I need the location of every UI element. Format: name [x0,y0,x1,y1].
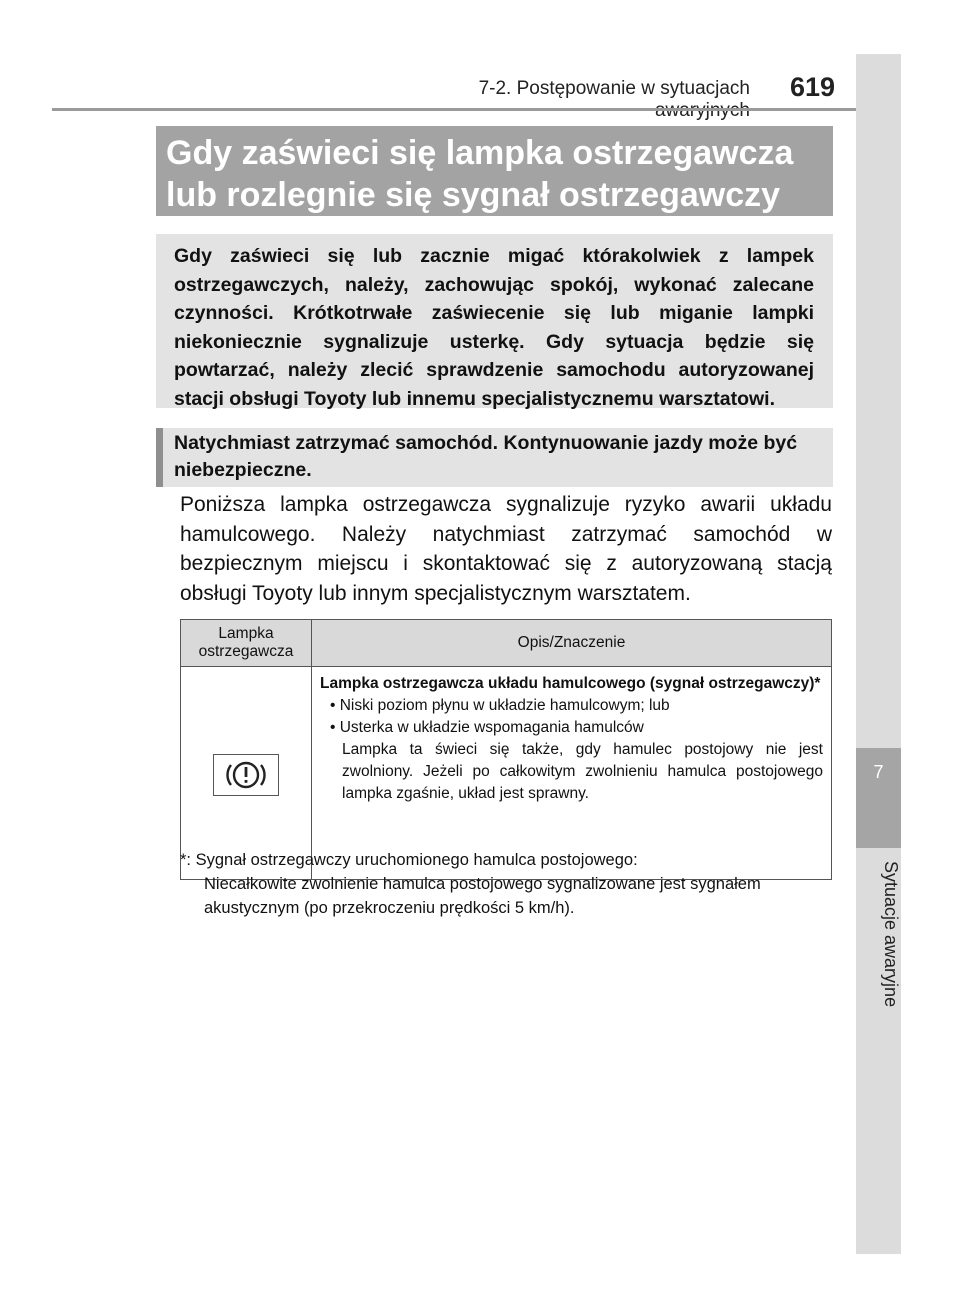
section-title-box [156,126,833,216]
page-number: 619 [790,72,836,102]
side-tab-strip [856,54,901,1254]
brake-warning-icon [213,754,279,796]
warning-header: Natychmiast zatrzymać samochód. Kontynuowanie jazdy może być niebezpieczne. [174,432,798,481]
footnote-lead: *: Sygnał ostrzegawczy uruchomionego hamulca postojowego: [180,851,638,869]
table-header-lamp: Lampka ostrzegawcza [181,620,312,667]
chapter-label: Sytuacje awaryjne [881,860,901,1008]
lamp-note: Lampka ta świeci się także, gdy hamulec postojowy nie jest zwolniony. Jeżeli po całkowitym zwolnieniu hamulca postojowego lampka zgaśnie, układ jest sprawny. [342,741,823,802]
lamp-title: Lampka ostrzegawcza układu hamulcowego (sygnał ostrzegawczy)* [320,675,821,692]
lamp-cause-item: • Niski poziom płynu w układzie hamulcowym; lub [330,697,670,714]
warning-header-box [156,428,833,487]
lamp-cause-item: • Usterka w układzie wspomagania hamulców [330,719,644,736]
table-header-description: Opis/Znaczenie [312,620,832,667]
chapter-number: 7 [873,762,884,782]
table-header-row [181,620,832,667]
body-paragraph: Poniższa lampka ostrzegawcza sygnalizuje ryzyko awarii układu hamulcowego. Należy natychmiast zatrzymać samochód w bezpiecznym miejscu i skontaktować się z autoryzowaną stacją obsługi Toyoty lub innym specjalistycznym warsztatem. [180,493,832,605]
intro-text: Gdy zaświeci się lub zacznie migać którakolwiek z lampek ostrzegawczych, należy, zachowując spokój, wykonać zalecane czynności. Krótkotrwałe zaświecenie się lub miganie lampki niekoniecznie sygnalizuje usterkę. Gdy sytuacja będzie się powtarzać, należy zlecić sprawdzenie samochodu autoryzowanej stacji obsługi Toyoty lub innemu specjalistycznemu warsztatowi. [174,245,814,410]
footnote [180,848,832,920]
footnote-body: Niecałkowite zwolnienie hamulca postojowego sygnalizowane jest sygnałem akustycznym (po przekroczeniu prędkości 5 km/h). [204,875,761,917]
header-divider [52,108,856,111]
warning-lamp-table [180,619,832,880]
section-title: Gdy zaświeci się lampka ostrzegawcza lub rozlegnie się sygnał ostrzegawczy [166,134,794,214]
intro-box [156,234,833,408]
running-header: 7-2. Postępowanie w sytuacjach [478,78,750,99]
